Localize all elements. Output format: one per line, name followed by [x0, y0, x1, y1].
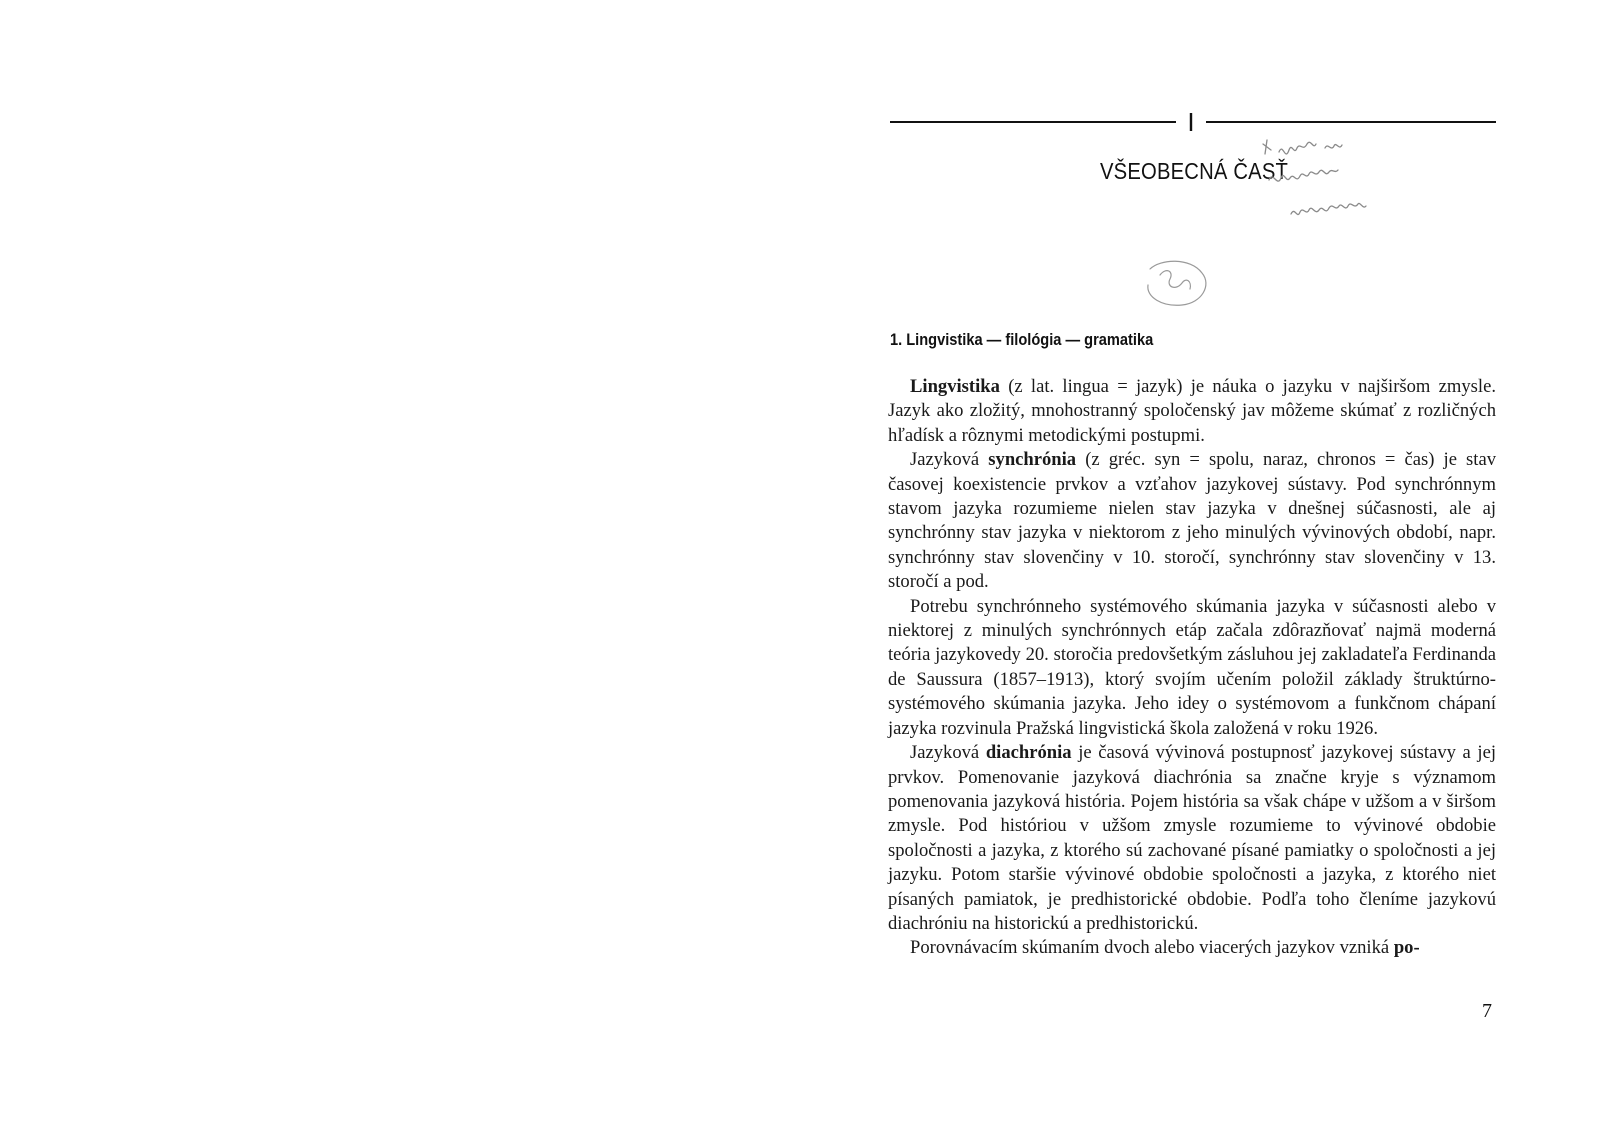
- part-numeral: I: [1187, 107, 1195, 137]
- paragraph-synchronia: [888, 448, 1496, 594]
- term-synchronia: synchrónia: [988, 449, 1077, 471]
- paragraph-text: (z gréc. syn = spolu, naraz, chronos = čas) je stav časovej koexistencie prvkov a vzťahov jazykovej sústavy. Pod synchrónnym stavom jazyka rozumieme nielen stav jazyka v dnešnej súčasnosti, ale aj synchrónny stav jazyka v niektorom z jeho minulých vývinových období, napr. synchrónny stav slovenčiny v 10. storočí, synchrónny stav slovenčiny v 13. storočí a pod.: [888, 449, 1496, 593]
- paragraph-text: Porovnávacím skúmaním dvoch alebo viacerých jazykov vzniká: [910, 937, 1394, 959]
- paragraph-lead: Jazyková: [910, 449, 989, 471]
- part-title: VŠEOBECNÁ ČASŤ: [1100, 158, 1289, 184]
- paragraph-saussure: [888, 595, 1496, 741]
- handwritten-note: [1255, 130, 1425, 250]
- section-heading: 1. Lingvistika — filológia — gramatika: [890, 330, 1154, 349]
- page-number: 7: [1482, 1000, 1492, 1022]
- header-rule-right: [1206, 121, 1496, 123]
- header-rule-left: [890, 121, 1176, 123]
- paragraph-lingvistika: [888, 375, 1496, 448]
- paragraph-porovnavanie: [888, 936, 1496, 960]
- paragraph-text: Potrebu synchrónneho systémového skúmania jazyka v súčasnosti alebo v niektorej z minulých synchrónnych etáp začala zdôrazňovať najmä moderná teória jazykovedy 20. storočia predovšetkým zásluhou jej zakladateľa Ferdinanda de Saussura (1857–1913), ktorý svojím učením položil základy štruktúrno-systémového skúmania jazyka. Jeho idey o systémovom a funkčnom chápaní jazyka rozvinula Pražská lingvistická škola založená v roku 1926.: [888, 595, 1496, 739]
- paragraph-text: je časová vývinová postupnosť jazykovej sústavy a jej prvkov. Pomenovanie jazyková diachrónia sa značne kryje s významom pomenovania jazyková história. Pojem história sa však chápe v užšom a v širšom zmysle. Pod históriou v užšom zmysle rozumieme to vývinové obdobie spoločnosti a jazyka, z ktorého sú zachované písané pamiatky o spoločnosti a jej jazyku. Potom staršie vývinové obdobie spoločnosti a jazyka, z ktorého niet písaných pamiatok, je predhistorické obdobie. Podľa toho členíme jazykovú diachróniu na historickú a predhistorickú.: [888, 742, 1496, 934]
- paragraph-lead: Jazyková: [910, 742, 986, 764]
- paragraph-text: (z lat. lingua = jazyk) je náuka o jazyku v najširšom zmysle. Jazyk ako zložitý, mnohostranný spoločenský jav môžeme skúmať z rozličných hľadísk a rôznymi metodickými postupmi.: [888, 376, 1496, 446]
- term-porovnavacia: po-: [1393, 937, 1420, 959]
- body-text: [888, 375, 1496, 961]
- term-lingvistika: Lingvistika: [910, 376, 1000, 397]
- term-diachronia: diachrónia: [985, 742, 1072, 764]
- paragraph-diachronia: [888, 741, 1496, 936]
- pencil-scribble-mark: [1130, 255, 1220, 315]
